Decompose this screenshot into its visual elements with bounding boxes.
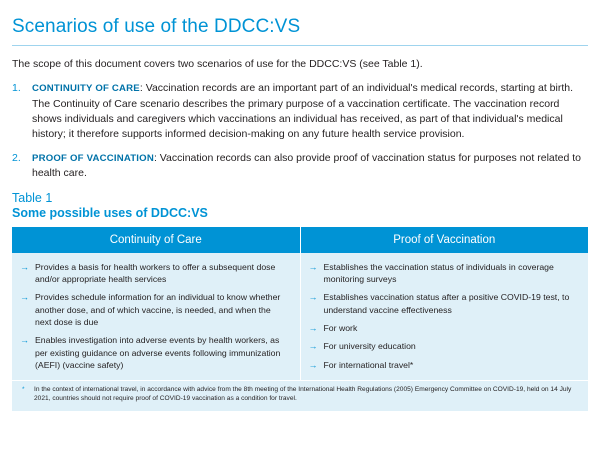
intro-paragraph: The scope of this document covers two scenarios of use for the DDCC:VS (see Table 1). (12, 58, 423, 70)
list-item (309, 340, 579, 352)
table-footnote-row (12, 380, 588, 411)
table-header-continuity-of-care: Continuity of Care (12, 227, 300, 253)
table-header-proof-of-vaccination: Proof of Vaccination (300, 227, 588, 253)
list-item-lead: CONTINUITY OF CARE (32, 83, 140, 95)
table-label: Table 1 (12, 190, 53, 205)
list-item-label: For international travel* (323, 359, 414, 370)
list-item-text: : Vaccination records are an important part of an individual's medical records, starting at birth. The Continuity of Care scenario describes the primary purpose of a vaccination certificate. The vaccination record shows individuals and caregivers which vaccinations an individual has received, as part of that individual's medical history; it therefore supports informed decision-making on any future health service provision. (32, 82, 573, 141)
list-item-number: 2. (12, 151, 21, 164)
table-row (12, 253, 588, 380)
bullet-list (20, 261, 290, 372)
list-item (309, 322, 579, 334)
list-item (12, 81, 588, 143)
table-cell-continuity-of-care (12, 253, 300, 380)
table-header-row (12, 227, 588, 253)
title-divider (12, 45, 588, 46)
list-item (309, 261, 579, 286)
table-footnote-cell (12, 380, 588, 411)
list-item (20, 334, 290, 371)
arrow-right-icon: → (20, 292, 29, 303)
footnote-marker: * (22, 385, 25, 393)
list-item-lead: PROOF OF VACCINATION (32, 152, 154, 164)
list-item (309, 359, 579, 371)
scenario-list (12, 81, 588, 182)
table-cell-proof-of-vaccination (300, 253, 588, 380)
table-caption: Some possible uses of DDCC:VS (12, 205, 208, 220)
arrow-right-icon: → (308, 341, 318, 352)
list-item-label: Establishes vaccination status after a positive COVID-19 test, to understand vaccine effectiveness (323, 292, 570, 315)
list-item-label: Provides schedule information for an individual to know whether another dose, and of which vaccine, is needed, and when the next dose is due (35, 292, 281, 328)
arrow-right-icon: → (308, 323, 318, 334)
list-item-label: Enables investigation into adverse events by health workers, as per existing guidance on adverse events following immunization (AEFI) (vaccine safety) (35, 335, 281, 371)
arrow-right-icon: → (308, 359, 318, 370)
footnote (20, 385, 578, 405)
list-item-label: For university education (323, 341, 416, 352)
list-item-number: 1. (12, 82, 21, 95)
list-item-text: : Vaccination records can also provide proof of vaccination status for purposes not related to health care. (32, 151, 582, 180)
arrow-right-icon: → (308, 261, 318, 272)
list-item-label: Establishes the vaccination status of individuals in coverage monitoring surveys (323, 261, 554, 285)
page-title: Scenarios of use of the DDCC:VS (12, 16, 301, 37)
list-item-label: Provides a basis for health workers to offer a subsequent dose and/or appropriate health services (35, 261, 276, 285)
list-item-label: For work (323, 323, 358, 334)
list-item (20, 291, 290, 328)
arrow-right-icon: → (20, 261, 29, 272)
uses-table (12, 227, 588, 412)
arrow-right-icon: → (20, 335, 29, 346)
list-item (20, 261, 290, 286)
list-item (12, 151, 588, 182)
footnote-text: In the context of international travel, in accordance with advice from the 8th meeting of the International Health Regulations (2005) Emergency Committee on COVID-19, held on 14 July 2021, countries should not require proof of COVID-19 vaccination as a condition for travel. (34, 385, 572, 403)
bullet-list (309, 261, 579, 371)
arrow-right-icon: → (308, 292, 318, 303)
list-item (309, 291, 579, 316)
